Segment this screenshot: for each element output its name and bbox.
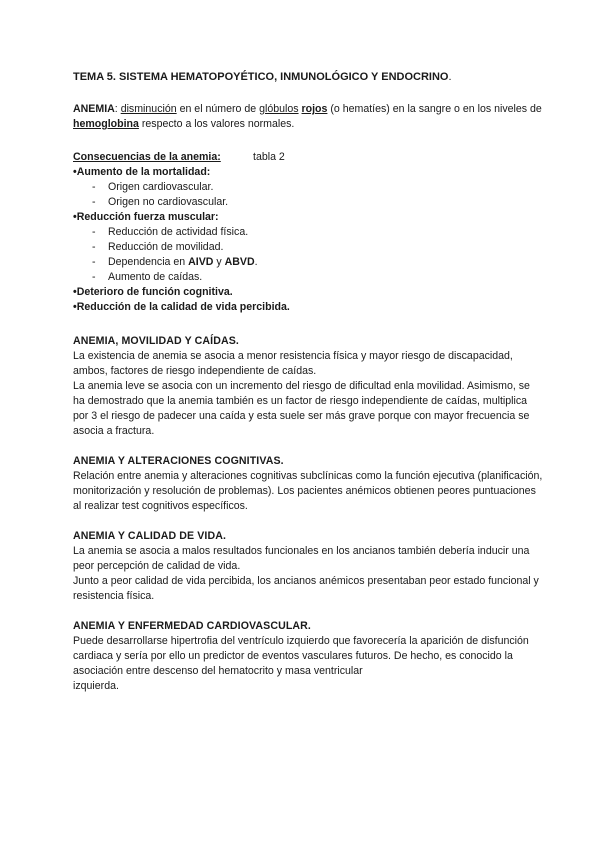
intro-text-3: respecto a los valores normales. — [138, 118, 295, 130]
list-item-dependence — [73, 255, 543, 270]
intro-word-hemoglobina: hemoglobina — [73, 118, 139, 130]
list-item: - Reducción de movilidad. — [73, 240, 543, 255]
list-item: - Origen no cardiovascular. — [73, 195, 543, 210]
list-item: - Aumento de caídas. — [73, 270, 543, 285]
section-cardiovascular — [73, 619, 543, 694]
intro-term: ANEMIA — [73, 103, 115, 115]
section-title-cognitive: ANEMIA Y ALTERACIONES COGNITIVAS. — [73, 455, 284, 467]
intro-text-1: en el número de — [176, 103, 260, 115]
consequences-block — [73, 150, 543, 315]
intro-text-2: (o hematíes) en la sangre o en los niveles de — [327, 103, 542, 115]
list-item: - Origen cardiovascular. — [73, 180, 543, 195]
section-paragraph: Relación entre anemia y alteraciones cognitivas subclínicas como la función ejecutiva (planificación, monitorización y resolución de problemas). Los pacientes anémicos obtienen peores puntuaciones al realizar test cognitivos específicos. — [73, 470, 543, 512]
bullet-mortality: •Aumento de la mortalidad: — [73, 166, 211, 178]
table-reference: tabla 2 — [253, 151, 285, 163]
title-text: TEMA 5. SISTEMA HEMATOPOYÉTICO, INMUNOLÓGICO Y ENDOCRINO — [73, 71, 449, 83]
document-body — [73, 70, 543, 694]
section-paragraph: La existencia de anemia se asocia a menor resistencia física y mayor riesgo de discapacidad, ambos, factores de riesgo independiente de caídas. — [73, 350, 513, 377]
page-title — [73, 70, 543, 85]
mortality-list — [73, 180, 543, 210]
dependence-and: y — [213, 256, 225, 268]
section-cognitive — [73, 454, 543, 514]
section-title-quality: ANEMIA Y CALIDAD DE VIDA. — [73, 530, 226, 542]
consequences-heading-label: Consecuencias de la anemia: — [73, 151, 221, 163]
list-item: - Reducción de actividad física. — [73, 225, 543, 240]
intro-sep: : — [114, 103, 121, 115]
intro-word-globulos: glóbulos — [259, 103, 299, 115]
section-paragraph: Junto a peor calidad de vida percibida, los ancianos anémicos presentaban peor estado funcional y resistencia física. — [73, 575, 539, 602]
bullet-cognitive: •Deterioro de función cognitiva. — [73, 286, 233, 298]
section-paragraph: La anemia leve se asocia con un incremento del riesgo de dificultad enla movilidad. Asimismo, se ha demostrado que la anemia también es un factor de riesgo independiente de caídas, multiplica por 3 el riesgo de padecer una caída y esta suele ser más grave porque con mayor frecuencia se asocia a fractura. — [73, 380, 530, 437]
intro-word-rojos: rojos — [301, 103, 328, 115]
section-title-cardiovascular: ANEMIA Y ENFERMEDAD CARDIOVASCULAR. — [73, 620, 311, 632]
abvd-term: ABVD — [224, 256, 255, 268]
section-paragraph: izquierda. — [73, 680, 119, 692]
section-paragraph: Puede desarrollarse hipertrofia del ventrículo izquierdo que favorecería la aparición de disfunción cardiaca y sería por ello un predictor de eventos vasculares futuros. De hecho, es conocido la asociación entre descenso del hematocrito y masa ventricular — [73, 635, 529, 677]
consequences-heading — [73, 150, 543, 165]
strength-list — [73, 225, 543, 285]
bullet-strength: •Reducción fuerza muscular: — [73, 211, 219, 223]
intro-paragraph — [73, 102, 543, 132]
section-mobility — [73, 334, 543, 439]
section-title-mobility: ANEMIA, MOVILIDAD Y CAÍDAS. — [73, 335, 239, 347]
bullet-quality: •Reducción de la calidad de vida percibida. — [73, 301, 290, 313]
dependence-period: . — [254, 256, 258, 268]
dependence-text: Dependencia en — [108, 256, 189, 268]
section-paragraph: La anemia se asocia a malos resultados funcionales en los ancianos también debería inducir una peor percepción de calidad de vida. — [73, 545, 530, 572]
section-quality — [73, 529, 543, 604]
title-period: . — [448, 71, 452, 83]
aivd-term: AIVD — [188, 256, 214, 268]
intro-word-disminucion: disminución — [120, 103, 177, 115]
